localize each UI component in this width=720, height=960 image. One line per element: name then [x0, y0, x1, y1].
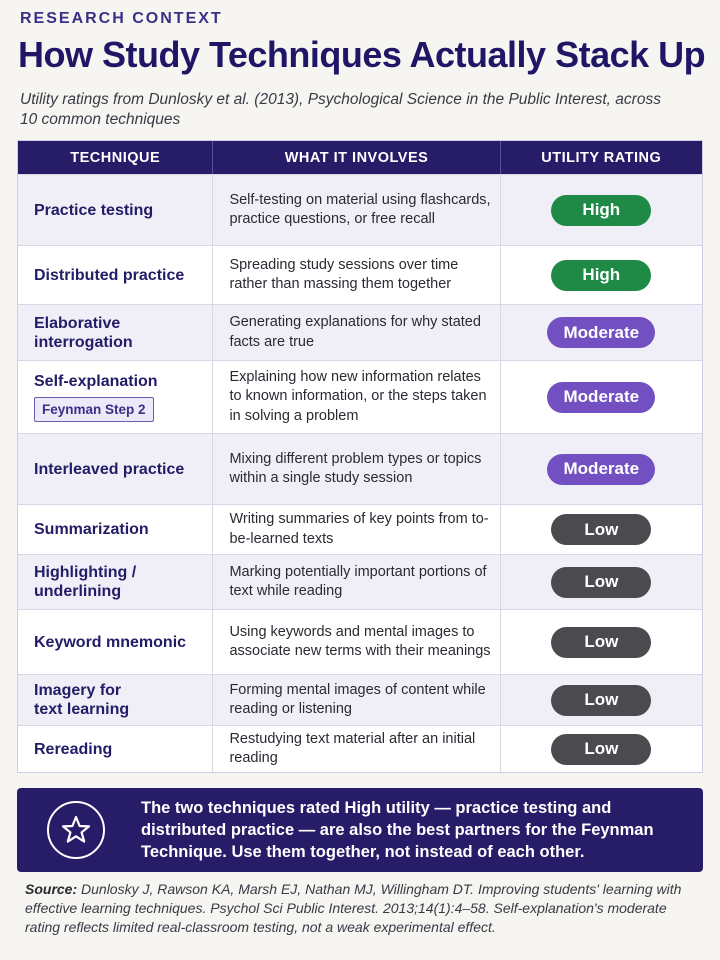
rating-cell [501, 434, 702, 504]
eyebrow-label: RESEARCH CONTEXT [20, 10, 223, 27]
technique-cell [18, 434, 213, 504]
table-row [18, 245, 702, 304]
technique-name: Self-explanation [34, 373, 158, 390]
technique-name: Imagery for text learning [34, 682, 130, 718]
feynman-step-tag: Feynman Step 2 [34, 397, 154, 422]
rating-cell [501, 361, 702, 433]
involves-cell: Generating explanations for why stated facts are true [213, 305, 500, 360]
rating-badge: Low [551, 734, 651, 765]
source-note [25, 880, 695, 937]
table-row [18, 304, 702, 360]
table-row [18, 360, 702, 433]
source-text: Dunlosky J, Rawson KA, Marsh EJ, Nathan MJ, Willingham DT. Improving students' learning with effective learning techniques. Psychol Sci Public Interest. 2013;14(1):4–58. Self-explanation's moderate rating reflects limited real-classroom testing, not a weak experimental effect. [25, 881, 682, 935]
rating-badge: Low [551, 514, 651, 545]
involves-cell: Using keywords and mental images to associate new terms with their meanings [213, 610, 500, 674]
involves-cell: Mixing different problem types or topics within a single study session [213, 434, 500, 504]
callout-box [17, 788, 703, 872]
technique-name: Elaborative interrogation [34, 314, 133, 351]
rating-cell [501, 555, 702, 609]
technique-name: Keyword mnemonic [34, 633, 187, 651]
technique-cell [18, 726, 213, 772]
page-subtitle: Utility ratings from Dunlosky et al. (2013), Psychological Science in the Public Interest, across 10 common techniques [20, 91, 661, 128]
technique-cell [18, 246, 213, 304]
rating-cell [501, 610, 702, 674]
rating-cell [501, 675, 702, 725]
techniques-table [17, 140, 703, 773]
technique-name: Rereading [34, 740, 113, 758]
header-rating: UTILITY RATING [541, 149, 662, 166]
technique-name: Summarization [34, 521, 149, 538]
rating-cell [501, 246, 702, 304]
rating-cell [501, 305, 702, 360]
table-row [18, 725, 702, 772]
callout-text: The two techniques rated High utility — practice testing and distributed practice — are also the best partners for the Feynman Technique. Use them together, not instead of each other. [141, 799, 654, 861]
involves-cell: Marking potentially important portions of text while reading [213, 555, 500, 609]
technique-name: Practice testing [34, 201, 154, 219]
rating-badge: High [551, 260, 651, 291]
technique-cell [18, 361, 213, 433]
rating-badge: Low [551, 685, 651, 716]
rating-badge: Low [551, 567, 651, 598]
rating-badge: High [551, 195, 651, 226]
rating-badge: Moderate [547, 454, 655, 485]
table-row [18, 433, 702, 504]
rating-badge: Moderate [547, 317, 655, 348]
table-row [18, 674, 702, 725]
rating-cell [501, 505, 702, 554]
involves-cell: Spreading study sessions over time rather than massing them together [213, 246, 500, 304]
technique-cell [18, 505, 213, 554]
table-row [18, 504, 702, 554]
table-row [18, 174, 702, 245]
involves-cell: Writing summaries of key points from to-be-learned texts [213, 505, 500, 554]
involves-cell: Restudying text material after an initial reading [213, 726, 500, 772]
technique-name: Highlighting / underlining [34, 564, 137, 600]
technique-cell [18, 305, 213, 360]
rating-badge: Low [551, 627, 651, 658]
rating-badge: Moderate [547, 382, 655, 413]
technique-name: Interleaved practice [34, 460, 185, 478]
technique-cell [18, 610, 213, 674]
table-body [18, 174, 702, 772]
involves-cell: Explaining how new information relates to known information, or the steps taken in solving a problem [213, 361, 500, 433]
technique-name: Distributed practice [34, 266, 185, 284]
table-row [18, 554, 702, 609]
rating-cell [501, 726, 702, 772]
involves-cell: Self-testing on material using flashcards, practice questions, or free recall [213, 175, 500, 245]
star-icon [47, 801, 105, 859]
involves-cell: Forming mental images of content while reading or listening [213, 675, 500, 725]
table-header [18, 141, 702, 174]
page-title: How Study Techniques Actually Stack Up [18, 34, 706, 75]
technique-cell [18, 175, 213, 245]
header-involves: WHAT IT INVOLVES [213, 141, 500, 174]
technique-cell [18, 675, 213, 725]
rating-cell [501, 175, 702, 245]
header-technique: TECHNIQUE [18, 141, 213, 174]
technique-cell [18, 555, 213, 609]
table-row [18, 609, 702, 674]
source-label: Source: [25, 881, 78, 897]
